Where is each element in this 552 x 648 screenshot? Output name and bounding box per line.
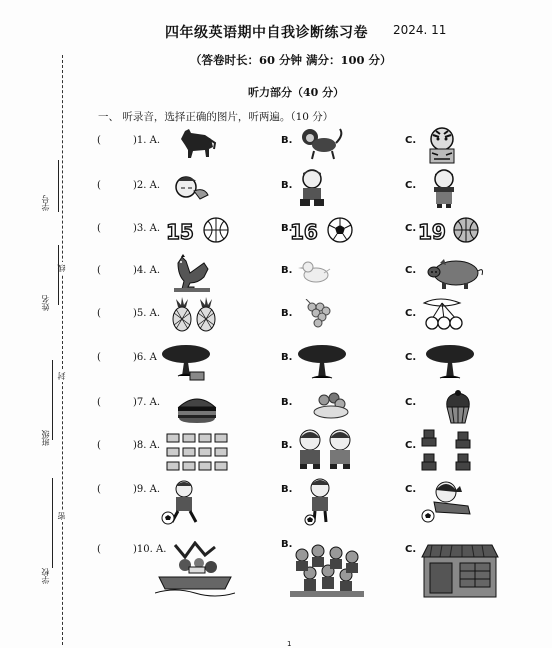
seal-char-feng: 封 <box>57 372 66 380</box>
school-label: 学校 <box>41 568 50 584</box>
duck-picture[interactable] <box>298 259 334 287</box>
cherries-picture[interactable] <box>420 297 466 331</box>
cupcake-picture[interactable] <box>441 389 475 425</box>
option-b-label: B. <box>281 397 293 408</box>
option-b-label: B. <box>281 352 293 363</box>
section-heading: 听力部分（40 分） <box>248 86 345 99</box>
option-c-label: C. <box>405 484 417 495</box>
option-b-label: B. <box>281 223 293 234</box>
option-c-label: C. <box>405 223 417 234</box>
question-row-4 <box>0 253 552 293</box>
question-number: )3. A. <box>133 223 161 234</box>
question-row-9 <box>0 478 552 518</box>
boy-with-ball-picture[interactable] <box>300 478 340 526</box>
tiger-picture[interactable] <box>422 125 462 165</box>
question-number: )2. A. <box>133 180 161 191</box>
option-c-label: C. <box>405 308 417 319</box>
monkey-picture[interactable] <box>296 125 346 161</box>
question-row-8 <box>0 428 552 468</box>
sitting-boy-picture[interactable] <box>297 168 327 208</box>
option-c-label: C. <box>405 180 417 191</box>
question-number: )6. A <box>133 352 157 363</box>
two-boys-picture[interactable] <box>294 428 358 470</box>
salad-picture[interactable] <box>312 390 350 422</box>
option-b-label: B. <box>281 539 293 550</box>
page-title: 四年级英语期中自我诊断练习卷 <box>165 25 368 41</box>
seal-char-mi: 密 <box>57 512 66 520</box>
question-heading: 一、 听录音，选择正确的图片，听两遍。（10 分） <box>98 111 334 123</box>
answer-bracket[interactable]: ( <box>97 352 101 363</box>
question-row-7 <box>0 385 552 425</box>
party-boat-picture[interactable] <box>155 541 235 597</box>
tree-picture-a[interactable] <box>160 342 212 382</box>
option-b-label: B. <box>281 308 293 319</box>
answer-bracket[interactable]: ( <box>97 135 101 146</box>
answer-bracket[interactable]: ( <box>97 265 101 276</box>
question-number: )10. A. <box>133 544 167 555</box>
rooster-picture[interactable] <box>170 253 212 293</box>
question-number: )5. A. <box>133 308 161 319</box>
answer-bracket[interactable]: ( <box>97 223 101 234</box>
tree-picture-b[interactable] <box>296 342 348 382</box>
option-b-label: B. <box>281 440 293 451</box>
small-robots-picture[interactable] <box>420 428 476 474</box>
answer-bracket[interactable]: ( <box>97 397 101 408</box>
answer-bracket[interactable]: ( <box>97 440 101 451</box>
tree-picture-c[interactable] <box>424 342 476 382</box>
option-c-label: C. <box>405 544 417 555</box>
number-16-football-picture[interactable] <box>290 213 356 247</box>
seal-char-xian: 线 <box>57 264 66 272</box>
question-number: )7. A. <box>133 397 161 408</box>
question-number: )9. A. <box>133 484 161 495</box>
option-c-label: C. <box>405 352 417 363</box>
question-number: )8. A. <box>133 440 161 451</box>
exam-info: （答卷时长：60 分钟 满分：100 分） <box>190 53 392 67</box>
option-b-label: B. <box>281 180 293 191</box>
question-row-6 <box>0 338 552 378</box>
number-19-text: 19 <box>418 220 446 244</box>
option-c-label: C. <box>405 397 417 408</box>
robots-grid-picture[interactable] <box>165 432 231 474</box>
answer-bracket[interactable]: ( <box>97 308 101 319</box>
class-label: 班级 <box>41 430 50 446</box>
shop-picture[interactable] <box>420 543 500 599</box>
number-19-basketball-picture[interactable] <box>418 213 484 247</box>
option-b-label: B. <box>281 484 293 495</box>
option-b-label: B. <box>281 135 293 146</box>
sleeping-boy-picture[interactable] <box>170 173 210 203</box>
question-row-5 <box>0 295 552 335</box>
question-row-2 <box>0 168 552 208</box>
question-row-3 <box>0 210 552 250</box>
boy-with-scarf-picture[interactable] <box>428 168 460 208</box>
number-15-basketball-picture[interactable] <box>166 213 232 247</box>
option-c-label: C. <box>405 265 417 276</box>
horse-picture[interactable] <box>175 125 217 161</box>
grapes-picture[interactable] <box>302 299 332 329</box>
question-number: )4. A. <box>133 265 161 276</box>
number-15-text: 15 <box>166 220 194 244</box>
page-number: 1 <box>287 640 292 648</box>
answer-bracket[interactable]: ( <box>97 484 101 495</box>
student-number-label: 学号 <box>41 195 50 211</box>
number-16-text: 16 <box>290 220 318 244</box>
pineapples-picture[interactable] <box>170 297 218 333</box>
girl-lying-picture[interactable] <box>420 480 480 524</box>
hamburger-picture[interactable] <box>175 395 219 425</box>
exam-date: 2024. 11 <box>393 23 447 37</box>
pig-picture[interactable] <box>424 257 486 289</box>
question-row-10 <box>0 535 552 575</box>
name-label: 姓名 <box>41 295 50 311</box>
option-c-label: C. <box>405 440 417 451</box>
crowd-picture[interactable] <box>288 539 366 599</box>
answer-bracket[interactable]: ( <box>97 544 101 555</box>
option-b-label: B. <box>281 265 293 276</box>
answer-bracket[interactable]: ( <box>97 180 101 191</box>
boy-playing-football-picture[interactable] <box>160 480 208 526</box>
option-c-label: C. <box>405 135 417 146</box>
question-row-1 <box>0 125 552 165</box>
question-number: )1. A. <box>133 135 161 146</box>
